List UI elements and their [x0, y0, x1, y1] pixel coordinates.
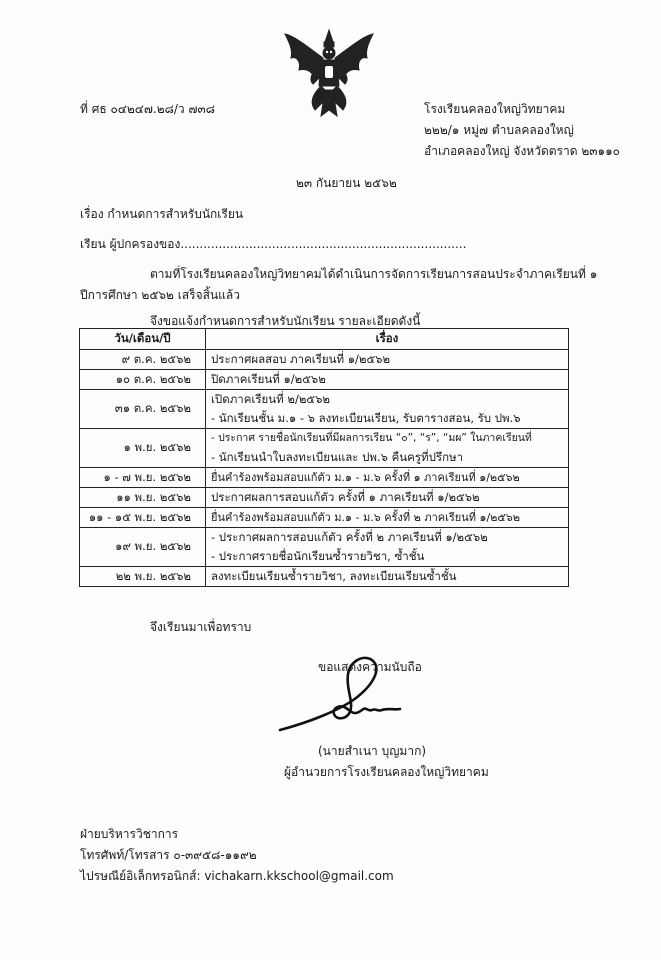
row-topic-line: ยื่นคำร้องพร้อมสอบแก้ตัว ม.๑ - ม.๖ ครั้งที่ ๑ ภาคเรียนที่ ๑/๒๕๖๒: [211, 471, 520, 484]
row-topic-line: - นักเรียนนำใบลงทะเบียนและ ปพ.๖ คืนครูที่ปรึกษา: [211, 450, 464, 464]
row-topic-line: - ประกาศ รายชื่อนักเรียนที่มีผลการเรียน “๐”, “ร”, “มผ” ในภาคเรียนที่: [211, 432, 532, 444]
table-row: [80, 508, 569, 528]
handwritten-signature-icon: [270, 650, 430, 740]
row-topic-line: ลงทะเบียนเรียนซ้ำรายวิชา, ลงทะเบียนเรียนซ้ำชั้น: [211, 569, 457, 583]
row-date: ๑๙ พ.ย. ๒๕๖๒: [80, 528, 206, 567]
table-row: [80, 350, 569, 370]
body-paragraph-2: จึงขอแจ้งกำหนดการสำหรับนักเรียน รายละเอียดดังนี้: [150, 314, 421, 328]
row-topic-line: ประกาศผลสอบ ภาคเรียนที่ ๑/๒๕๖๒: [211, 352, 391, 366]
row-topic-line: - ประกาศรายชื่อนักเรียนซ้ำรายวิชา, ซ้ำชั้น: [211, 549, 425, 563]
subject-line: เรื่อง กำหนดการสำหรับนักเรียน: [80, 207, 244, 221]
school-address-line2: อำเภอคลองใหญ่ จังหวัดตราด ๒๓๑๑๐: [424, 144, 621, 158]
table-row: [80, 567, 569, 587]
row-topic-line: เปิดภาคเรียนที่ ๒/๒๕๖๒: [211, 392, 330, 406]
row-topic-line: - ประกาศผลการสอบแก้ตัว ครั้งที่ ๒ ภาคเรียนที่ ๑/๒๕๖๒: [211, 530, 488, 544]
row-topic: [206, 350, 569, 370]
header-topic: เรื่อง: [206, 329, 569, 350]
row-topic: [206, 508, 569, 528]
row-date: ๒๒ พ.ย. ๒๕๖๒: [80, 567, 206, 587]
row-date: ๑ - ๗ พ.ย. ๒๕๖๒: [80, 468, 206, 488]
row-topic-line: - นักเรียนชั้น ม.๑ - ๖ ลงทะเบียนเรียน, รับตารางสอน, รับ ปพ.๖: [211, 411, 521, 425]
table-row: [80, 429, 569, 468]
header-date: วัน/เดือน/ปี: [80, 329, 206, 350]
row-topic: [206, 567, 569, 587]
footer-email: ไปรษณีย์อิเล็กทรอนิกส์: vichakarn.kkschool@gmail.com: [80, 869, 394, 883]
footer-department: ฝ่ายบริหารวิชาการ: [80, 827, 179, 841]
table-row: [80, 468, 569, 488]
signer-position: ผู้อำนวยการโรงเรียนคลองใหญ่วิทยาคม: [284, 765, 489, 779]
row-date: ๑ พ.ย. ๒๕๖๒: [80, 429, 206, 468]
table-row: [80, 488, 569, 508]
table-row: [80, 370, 569, 390]
garuda-emblem-icon: [279, 28, 379, 120]
row-topic: [206, 390, 569, 429]
body-paragraph-1-line-1: ตามที่โรงเรียนคลองใหญ่วิทยาคมได้ดำเนินการจัดการเรียนการสอนประจำภาคเรียนที่ ๑: [150, 267, 598, 281]
letter-date: ๒๓ กันยายน ๒๕๖๒: [296, 176, 397, 190]
regards-line: ขอแสดงความนับถือ: [318, 660, 422, 674]
row-topic: [206, 468, 569, 488]
row-date: ๑๑ พ.ย. ๒๕๖๒: [80, 488, 206, 508]
table-header-row: [80, 329, 569, 350]
signer-name: (นายสำเนา บุญมาก): [318, 744, 427, 758]
row-topic: [206, 370, 569, 390]
row-topic: [206, 488, 569, 508]
row-date: ๑๑ - ๑๕ พ.ย. ๒๕๖๒: [80, 508, 206, 528]
row-topic-line: ยื่นคำร้องพร้อมสอบแก้ตัว ม.๑ - ม.๖ ครั้งที่ ๒ ภาคเรียนที่ ๑/๒๕๖๒: [211, 511, 520, 524]
recipient-line: เรียน ผู้ปกครองของ...........................................................................: [80, 237, 467, 251]
footer-phone: โทรศัพท์/โทรสาร ๐-๓๙๕๘-๑๑๙๒: [80, 848, 257, 862]
row-date: ๓๑ ต.ค. ๒๕๖๒: [80, 390, 206, 429]
row-topic: [206, 528, 569, 567]
row-date: ๙ ต.ค. ๒๕๖๒: [80, 350, 206, 370]
reference-number: ที่ ศธ ๐๔๒๔๗.๒๘/ว ๗๓๘: [80, 102, 215, 116]
table-row: [80, 390, 569, 429]
row-topic-line: ประกาศผลการสอบแก้ตัว ครั้งที่ ๑ ภาคเรียนที่ ๑/๒๕๖๒: [211, 490, 480, 504]
school-name: โรงเรียนคลองใหญ่วิทยาคม: [424, 102, 566, 116]
closing-line: จึงเรียนมาเพื่อทราบ: [150, 620, 252, 634]
row-date: ๑๐ ต.ค. ๒๕๖๒: [80, 370, 206, 390]
row-topic: [206, 429, 569, 468]
schedule-table: [79, 328, 569, 587]
row-topic-line: ปิดภาคเรียนที่ ๑/๒๕๖๒: [211, 372, 326, 386]
body-paragraph-1-line-2: ปีการศึกษา ๒๕๖๒ เสร็จสิ้นแล้ว: [80, 288, 241, 302]
table-row: [80, 528, 569, 567]
school-address-line1: ๒๒๒/๑ หมู่๗ ตำบลคลองใหญ่: [424, 123, 574, 137]
